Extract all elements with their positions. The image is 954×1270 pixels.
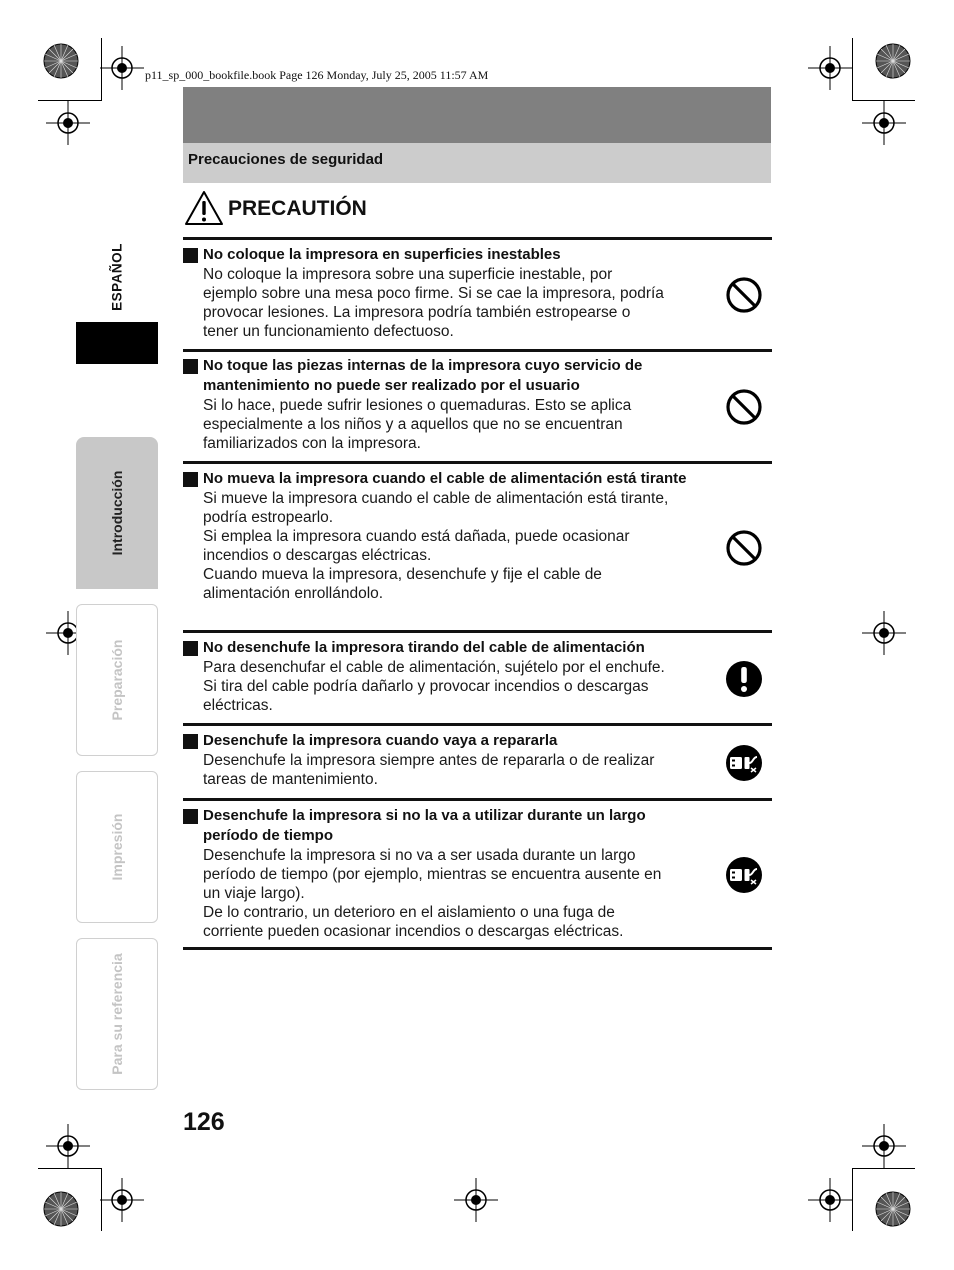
trim-line xyxy=(38,1168,101,1169)
bullet-square-icon xyxy=(183,809,198,824)
body-line: tareas de mantenimiento. xyxy=(203,771,378,788)
body-line: Desenchufe la impresora siempre antes de repararla o de realizar xyxy=(203,752,655,769)
prohibition-icon xyxy=(725,276,763,314)
body-line: Si tira del cable podría dañarlo y provocar incendios o descargas xyxy=(203,678,649,695)
precaution-body xyxy=(183,751,703,789)
tab-label: Preparación xyxy=(109,639,125,721)
warning-triangle-icon xyxy=(184,190,224,226)
tab-label: Para su referencia xyxy=(109,953,125,1075)
registration-mark-icon xyxy=(808,46,852,90)
body-line: Desenchufe la impresora si no va a ser usada durante un largo xyxy=(203,847,636,864)
body-line: provocar lesiones. La impresora podría también estropearse o xyxy=(203,304,631,321)
precaution-body xyxy=(183,846,703,941)
body-line: Si mueve la impresora cuando el cable de alimentación está tirante, xyxy=(203,490,669,507)
precaution-item xyxy=(183,356,703,453)
prohibition-icon xyxy=(725,529,763,567)
registration-mark-icon xyxy=(100,1178,144,1222)
section-divider xyxy=(183,630,772,633)
language-tab xyxy=(76,232,158,322)
trim-line xyxy=(852,38,853,101)
section-divider xyxy=(183,798,772,801)
bullet-square-icon xyxy=(183,248,198,263)
print-rosette-icon xyxy=(43,1191,79,1227)
body-line: eléctricas. xyxy=(203,697,273,714)
registration-mark-icon xyxy=(46,101,90,145)
body-line: incendios o descargas eléctricas. xyxy=(203,547,432,564)
body-line: alimentación enrollándolo. xyxy=(203,585,384,602)
trim-line xyxy=(852,1168,915,1169)
body-line: Si lo hace, puede sufrir lesiones o quemaduras. Esto se aplica xyxy=(203,397,632,414)
precaution-title xyxy=(183,245,703,265)
section-divider xyxy=(183,237,772,240)
trim-line xyxy=(852,1168,853,1231)
print-rosette-icon xyxy=(43,43,79,79)
tab-introduccion[interactable] xyxy=(76,437,158,589)
language-marker xyxy=(76,322,158,364)
precaution-body xyxy=(183,489,703,603)
registration-mark-icon xyxy=(862,1124,906,1168)
body-line: un viaje largo). xyxy=(203,885,305,902)
mandatory-action-icon xyxy=(725,660,763,698)
precaution-title xyxy=(183,469,703,489)
precaution-body xyxy=(183,396,703,453)
body-line: ejemplo sobre una mesa poco firme. Si se cae la impresora, podría xyxy=(203,285,664,302)
section-divider xyxy=(183,947,772,950)
section-divider xyxy=(183,723,772,726)
body-line: Cuando mueva la impresora, desenchufe y fije el cable de xyxy=(203,566,602,583)
precaution-item xyxy=(183,469,703,603)
header-bar xyxy=(183,87,771,143)
precaution-title-text: Desenchufe la impresora cuando vaya a repararla xyxy=(203,732,558,749)
precaution-item xyxy=(183,806,703,941)
precaution-item xyxy=(183,638,703,715)
language-label: ESPAÑOL xyxy=(109,243,125,311)
caution-heading xyxy=(184,188,367,228)
body-line: especialmente a los niños y a aquellos que no se encuentran xyxy=(203,416,623,433)
precaution-title xyxy=(183,806,703,846)
tab-label: Impresión xyxy=(109,813,125,881)
tab-impresion[interactable] xyxy=(76,771,158,923)
precaution-item xyxy=(183,731,703,789)
precaution-title-text: No desenchufe la impresora tirando del cable de alimentación xyxy=(203,639,645,656)
precaution-title-text: No toque las piezas internas de la impresora cuyo servicio de mantenimiento no puede ser realizado por el usuario xyxy=(203,357,643,394)
body-line: corriente pueden ocasionar incendios o descargas eléctricas. xyxy=(203,923,624,940)
body-line: De lo contrario, un deterioro en el aislamiento o una fuga de xyxy=(203,904,615,921)
unplug-icon xyxy=(725,744,763,782)
bullet-square-icon xyxy=(183,472,198,487)
precaution-title xyxy=(183,638,703,658)
bullet-square-icon xyxy=(183,359,198,374)
registration-mark-icon xyxy=(862,101,906,145)
precaution-title-text: No mueva la impresora cuando el cable de alimentación está tirante xyxy=(203,470,687,487)
precaution-title-text: No coloque la impresora en superficies inestables xyxy=(203,246,561,263)
body-line: período de tiempo (por ejemplo, mientras se encuentra ausente en xyxy=(203,866,662,883)
section-divider xyxy=(183,349,772,352)
precaution-title-text: Desenchufe la impresora si no la va a utilizar durante un largo período de tiempo xyxy=(203,807,646,844)
registration-mark-icon xyxy=(808,1178,852,1222)
file-header: p11_sp_000_bookfile.book Page 126 Monday, July 25, 2005 11:57 AM xyxy=(145,68,489,82)
body-line: Si emplea la impresora cuando está dañada, puede ocasionar xyxy=(203,528,630,545)
section-title: Precauciones de seguridad xyxy=(183,143,771,183)
body-line: Para desenchufar el cable de alimentación, sujételo por el enchufe. xyxy=(203,659,665,676)
registration-mark-icon xyxy=(100,46,144,90)
caution-title: PRECAUTIÓN xyxy=(228,197,367,220)
bullet-square-icon xyxy=(183,641,198,656)
body-line: podría estropearlo. xyxy=(203,509,334,526)
tab-preparacion[interactable] xyxy=(76,604,158,756)
prohibition-icon xyxy=(725,388,763,426)
body-line: familiarizados con la impresora. xyxy=(203,435,421,452)
tab-label: Introducción xyxy=(109,470,125,556)
registration-mark-icon xyxy=(46,1124,90,1168)
body-line: tener un funcionamiento defectuoso. xyxy=(203,323,454,340)
precaution-item xyxy=(183,245,703,341)
print-rosette-icon xyxy=(875,43,911,79)
print-rosette-icon xyxy=(875,1191,911,1227)
registration-mark-icon xyxy=(454,1178,498,1222)
body-line: No coloque la impresora sobre una superficie inestable, por xyxy=(203,266,613,283)
registration-mark-icon xyxy=(862,611,906,655)
bullet-square-icon xyxy=(183,734,198,749)
precaution-title xyxy=(183,731,703,751)
section-divider xyxy=(183,461,772,464)
tab-para-su-referencia[interactable] xyxy=(76,938,158,1090)
page-number: 126 xyxy=(183,1108,225,1136)
precaution-title xyxy=(183,356,703,396)
precaution-body xyxy=(183,658,703,715)
precaution-body xyxy=(183,265,703,341)
unplug-icon xyxy=(725,856,763,894)
